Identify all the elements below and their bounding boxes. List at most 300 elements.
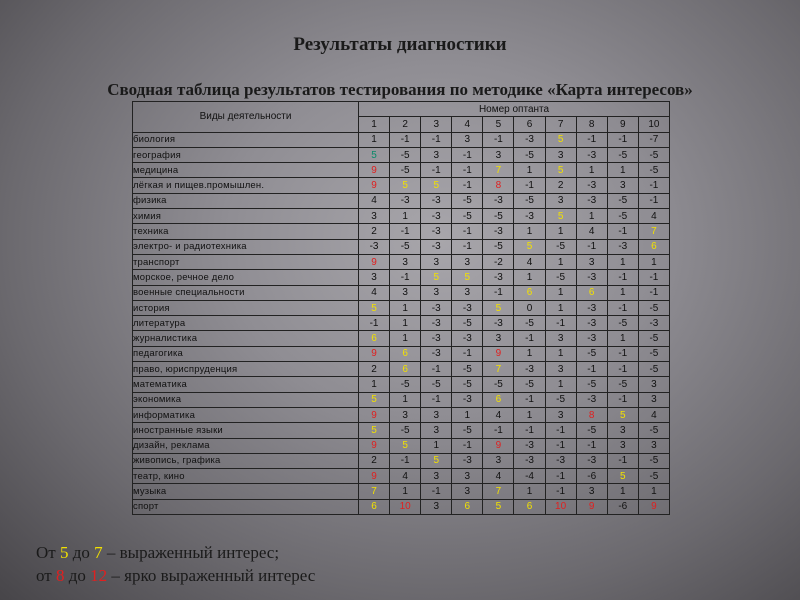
activity-name: лёгкая и пищев.промышлен. [133,178,359,193]
score-cell: 5 [421,270,452,285]
score-cell: -5 [514,316,545,331]
score-cell: 3 [545,193,576,208]
score-cell: 1 [545,300,576,315]
score-cell: -1 [390,132,421,147]
score-cell: 1 [607,254,638,269]
score-cell: -3 [514,362,545,377]
score-cell: 3 [390,254,421,269]
table-row [133,407,670,422]
activity-name: история [133,300,359,315]
score-cell: 5 [359,423,390,438]
table-row [133,469,670,484]
optant-column-header: Номер оптанта [359,102,670,117]
score-cell: 7 [638,224,669,239]
slide-title: Результаты диагностики [293,34,507,55]
score-cell: 9 [359,438,390,453]
legend-value-high: 12 [90,566,108,585]
legend-line-expressed [36,543,279,563]
score-cell: 3 [452,132,483,147]
activity-name: педагогика [133,346,359,361]
score-cell: -5 [390,377,421,392]
score-cell: 3 [452,484,483,499]
table-row [133,346,670,361]
score-cell: -5 [638,163,669,178]
table-row [133,300,670,315]
table-row [133,316,670,331]
activity-name: электро- и радиотехника [133,239,359,254]
score-cell: -3 [576,300,607,315]
results-table [132,101,670,515]
activity-name: живопись, графика [133,453,359,468]
activity-name: транспорт [133,254,359,269]
score-cell: -5 [607,209,638,224]
optant-number-header: 8 [576,117,607,132]
score-cell: 1 [390,392,421,407]
score-cell: 3 [452,254,483,269]
activity-name: театр, кино [133,469,359,484]
score-cell: -5 [421,377,452,392]
score-cell: -5 [514,377,545,392]
activity-name: техника [133,224,359,239]
score-cell: -3 [576,147,607,162]
table-body [133,132,670,514]
score-cell: 1 [359,377,390,392]
score-cell: 6 [452,499,483,514]
score-cell: 7 [483,484,514,499]
score-cell: 9 [576,499,607,514]
score-cell: -1 [452,239,483,254]
score-cell: -5 [452,193,483,208]
table-row [133,499,670,514]
table-row [133,209,670,224]
score-cell: 1 [452,407,483,422]
score-cell: -6 [576,469,607,484]
table-row [133,224,670,239]
table-row [133,178,670,193]
score-cell: -5 [390,239,421,254]
score-cell: 6 [483,392,514,407]
score-cell: -1 [545,316,576,331]
score-cell: -1 [607,300,638,315]
score-cell: -5 [452,316,483,331]
table-row [133,453,670,468]
score-cell: -1 [607,132,638,147]
score-cell: 3 [576,484,607,499]
score-cell: 7 [359,484,390,499]
score-cell: 3 [545,147,576,162]
score-cell: -3 [421,300,452,315]
score-cell: 1 [514,484,545,499]
score-cell: -5 [576,377,607,392]
score-cell: -5 [638,346,669,361]
score-cell: -1 [421,484,452,499]
legend-value-low: 5 [59,543,69,562]
activity-name: иностранные языки [133,423,359,438]
score-cell: 0 [514,300,545,315]
score-cell: -1 [638,285,669,300]
score-cell: 3 [421,469,452,484]
score-cell: 9 [359,163,390,178]
score-cell: -1 [607,392,638,407]
score-cell: -3 [421,316,452,331]
score-cell: 8 [483,178,514,193]
score-cell: -3 [483,316,514,331]
activity-name: экономика [133,392,359,407]
score-cell: 4 [483,407,514,422]
table-row [133,147,670,162]
score-cell: 1 [545,285,576,300]
score-cell: -1 [545,469,576,484]
score-cell: -5 [390,423,421,438]
score-cell: -1 [638,193,669,208]
score-cell: 1 [359,132,390,147]
score-cell: -1 [638,178,669,193]
table-row [133,362,670,377]
score-cell: -1 [607,346,638,361]
optant-number-header: 7 [545,117,576,132]
score-cell: 10 [390,499,421,514]
score-cell: 5 [545,132,576,147]
score-cell: -5 [638,469,669,484]
score-cell: -5 [452,423,483,438]
score-cell: -3 [576,331,607,346]
score-cell: -3 [576,392,607,407]
score-cell: -3 [452,300,483,315]
score-cell: -3 [483,193,514,208]
score-cell: 3 [607,423,638,438]
score-cell: 9 [483,346,514,361]
score-cell: 2 [359,453,390,468]
optant-number-header: 4 [452,117,483,132]
score-cell: 3 [452,285,483,300]
table-row [133,193,670,208]
score-cell: 3 [390,285,421,300]
score-cell: -5 [483,239,514,254]
score-cell: 4 [638,407,669,422]
score-cell: -1 [545,484,576,499]
score-cell: 10 [545,499,576,514]
activity-name: музыка [133,484,359,499]
legend-text: от [36,566,56,585]
score-cell: -1 [607,270,638,285]
score-cell: -3 [452,453,483,468]
activity-name: биология [133,132,359,147]
score-cell: -1 [514,178,545,193]
score-cell: -1 [390,270,421,285]
score-cell: -1 [483,285,514,300]
score-cell: 7 [483,362,514,377]
score-cell: 3 [421,499,452,514]
score-cell: 3 [421,423,452,438]
table-row [133,270,670,285]
score-cell: 3 [483,453,514,468]
score-cell: -3 [576,178,607,193]
score-cell: 3 [421,285,452,300]
table-row [133,484,670,499]
score-cell: -5 [390,147,421,162]
score-cell: -1 [638,270,669,285]
score-cell: -5 [545,239,576,254]
score-cell: -3 [421,346,452,361]
score-cell: 1 [514,346,545,361]
score-cell: 3 [576,254,607,269]
score-cell: -1 [545,423,576,438]
legend-text: От [36,543,60,562]
score-cell: -5 [576,346,607,361]
score-cell: 3 [483,331,514,346]
score-cell: -1 [607,453,638,468]
activity-name: медицина [133,163,359,178]
activity-name: химия [133,209,359,224]
score-cell: -3 [576,316,607,331]
score-cell: 5 [483,499,514,514]
score-cell: -5 [607,147,638,162]
score-cell: -5 [545,392,576,407]
score-cell: -3 [576,193,607,208]
legend-value-low: 8 [55,566,65,585]
score-cell: 3 [359,209,390,224]
slide-subtitle: Сводная таблица результатов тестирования по методике «Карта интересов» [107,80,693,99]
score-cell: 1 [514,224,545,239]
score-cell: 5 [483,300,514,315]
score-cell: 6 [514,499,545,514]
score-cell: 9 [638,499,669,514]
score-cell: 1 [607,484,638,499]
score-cell: 5 [607,469,638,484]
score-cell: -1 [452,346,483,361]
table-row [133,331,670,346]
score-cell: 5 [359,300,390,315]
score-cell: 1 [390,331,421,346]
score-cell: 1 [514,163,545,178]
score-cell: 5 [390,178,421,193]
score-cell: -3 [638,316,669,331]
score-cell: -3 [576,270,607,285]
activity-name: математика [133,377,359,392]
score-cell: 3 [390,407,421,422]
legend-value-high: 7 [94,543,103,562]
score-cell: 5 [390,438,421,453]
activity-name: физика [133,193,359,208]
optant-number-header: 6 [514,117,545,132]
score-cell: -7 [638,132,669,147]
score-cell: -3 [545,453,576,468]
score-cell: 6 [359,499,390,514]
score-cell: 3 [638,377,669,392]
score-cell: 4 [390,469,421,484]
legend-text: до [64,566,91,585]
score-cell: 1 [514,407,545,422]
table-row [133,423,670,438]
score-cell: -3 [421,239,452,254]
score-cell: -6 [607,499,638,514]
score-cell: 5 [359,392,390,407]
score-cell: 1 [638,484,669,499]
score-cell: -5 [607,193,638,208]
score-cell: 6 [390,346,421,361]
activity-name: спорт [133,499,359,514]
score-cell: -1 [576,438,607,453]
score-cell: 4 [359,285,390,300]
activity-name: журналистика [133,331,359,346]
score-cell: -5 [452,362,483,377]
score-cell: -5 [483,209,514,224]
score-cell: -3 [514,438,545,453]
score-cell: -1 [390,453,421,468]
legend-text: – выраженный интерес; [102,543,280,562]
score-cell: -5 [638,453,669,468]
score-cell: -3 [421,224,452,239]
score-cell: 9 [359,346,390,361]
score-cell: -3 [390,193,421,208]
score-cell: -3 [421,331,452,346]
score-cell: -1 [452,147,483,162]
table-row [133,285,670,300]
score-cell: -3 [514,132,545,147]
score-cell: 4 [514,254,545,269]
legend-line-strong [36,566,315,586]
score-cell: -1 [421,362,452,377]
score-cell: 5 [452,270,483,285]
score-cell: -1 [421,392,452,407]
score-cell: -3 [514,453,545,468]
score-cell: 2 [359,224,390,239]
score-cell: 1 [390,484,421,499]
score-cell: 1 [607,285,638,300]
optant-number-header: 2 [390,117,421,132]
activity-name: литература [133,316,359,331]
table-row [133,377,670,392]
activity-name: право, юриспруденция [133,362,359,377]
score-cell: -3 [607,239,638,254]
score-cell: -5 [576,423,607,438]
score-cell: 1 [421,438,452,453]
optant-number-header: 1 [359,117,390,132]
score-cell: 1 [576,209,607,224]
score-cell: 9 [483,438,514,453]
table-row [133,132,670,147]
score-cell: 7 [483,163,514,178]
score-cell: -5 [514,147,545,162]
score-cell: 1 [607,331,638,346]
score-cell: -5 [483,377,514,392]
score-cell: 2 [545,178,576,193]
score-cell: 4 [483,469,514,484]
score-cell: 1 [545,346,576,361]
table-row [133,438,670,453]
score-cell: 5 [545,163,576,178]
score-cell: 6 [359,331,390,346]
score-cell: -1 [607,362,638,377]
score-cell: -5 [452,377,483,392]
score-cell: 1 [514,270,545,285]
score-cell: 9 [359,178,390,193]
score-cell: 3 [607,438,638,453]
score-cell: -1 [514,331,545,346]
score-cell: -1 [514,392,545,407]
score-cell: -5 [390,163,421,178]
score-cell: 1 [607,163,638,178]
score-cell: -1 [452,224,483,239]
score-cell: -1 [452,163,483,178]
optant-number-header: 5 [483,117,514,132]
legend-text: – ярко выраженный интерес [107,566,316,585]
score-cell: 3 [421,254,452,269]
score-cell: -1 [514,423,545,438]
score-cell: -5 [638,300,669,315]
score-cell: -1 [545,438,576,453]
score-cell: -1 [576,132,607,147]
score-cell: -1 [576,239,607,254]
score-cell: -5 [545,270,576,285]
score-cell: -5 [607,316,638,331]
score-cell: -1 [607,224,638,239]
score-cell: -3 [483,270,514,285]
score-cell: 3 [545,407,576,422]
score-cell: 1 [390,300,421,315]
score-cell: -5 [607,377,638,392]
score-cell: 6 [576,285,607,300]
table-row [133,239,670,254]
score-cell: -1 [390,224,421,239]
score-cell: -3 [359,239,390,254]
activity-name: информатика [133,407,359,422]
score-cell: -3 [483,224,514,239]
activity-name: морское, речное дело [133,270,359,285]
score-cell: 1 [576,163,607,178]
score-cell: 6 [514,285,545,300]
score-cell: 9 [359,469,390,484]
score-cell: 5 [607,407,638,422]
score-cell: 5 [421,453,452,468]
score-cell: -2 [483,254,514,269]
score-cell: 1 [545,224,576,239]
score-cell: 1 [545,254,576,269]
score-cell: 1 [390,209,421,224]
score-cell: -5 [514,193,545,208]
score-cell: 3 [607,178,638,193]
score-cell: 6 [638,239,669,254]
score-cell: -5 [638,147,669,162]
score-cell: 3 [421,407,452,422]
activity-name: военные специальности [133,285,359,300]
score-cell: -3 [421,193,452,208]
score-cell: 5 [359,147,390,162]
score-cell: 3 [545,362,576,377]
table-row [133,254,670,269]
score-cell: 9 [359,407,390,422]
score-cell: -3 [421,209,452,224]
score-cell: 3 [483,147,514,162]
score-cell: 1 [545,377,576,392]
score-cell: -1 [452,178,483,193]
score-cell: -1 [576,362,607,377]
score-cell: -5 [452,209,483,224]
score-cell: -3 [452,392,483,407]
score-cell: 1 [390,316,421,331]
score-cell: 3 [638,392,669,407]
score-cell: -1 [421,163,452,178]
score-cell: -5 [638,423,669,438]
score-cell: -4 [514,469,545,484]
score-cell: 4 [359,193,390,208]
score-cell: 3 [638,438,669,453]
score-cell: 1 [638,254,669,269]
activity-column-header: Виды деятельности [133,102,359,133]
table-row [133,392,670,407]
score-cell: 3 [421,147,452,162]
score-cell: 3 [359,270,390,285]
